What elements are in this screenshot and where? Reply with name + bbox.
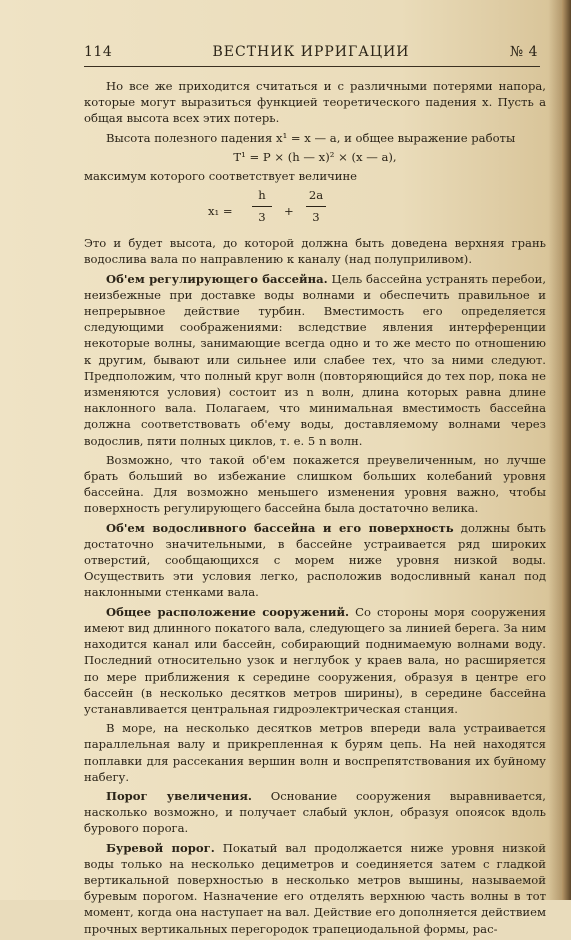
paragraph-storm-threshold [84, 840, 546, 937]
fraction-bar [306, 206, 326, 207]
paragraph-volume-note: Возможно, что такой об'ем покажется преувеличенным, но лучше брать больший во избежание слишком больших колебаний уровня бассейна. Для возможно меньшего изменения уровня важно, чтобы поверхность регулирующего бассейна была достаточно велика. [84, 452, 546, 516]
formula-x1-lhs: x₁ = [208, 204, 233, 219]
text-regulating-basin: Цель бассейна устранять перебои, неизбежные при доставке воды волнами и обеспечить правильное и непрерывное действие турбин. Вместимость его определяется следующими соображениями: вследствие явления интерференции некоторые волны, занимающие всегда одно и то же место по отношению к другим, бывают или сильнее или слабее тех, что за ними следуют. Предположим, что полный круг волн (повторяющийся до тех пор, пока не изменяются условия) состоит из n волн, длина которых равна длине наклонного вала. Полагаем, что минимальная вместимость бассейна должна соответствовать об'ему воды, доставляемому волнами через водослив, пяти полных циклов, т. е. 5 n волн. [84, 271, 547, 448]
paragraph-losses: Но все же приходится считаться и с различными потерями напора, которые могут выразиться функцией теоретического падения x. Пусть a общая высота всех этих потерь. [84, 79, 546, 126]
paragraph-general-layout [84, 604, 546, 717]
paragraph-regulating-basin [84, 271, 546, 449]
paragraph-threshold [84, 788, 546, 837]
fraction-denominator: 3 [312, 210, 320, 225]
heading-regulating-basin: Об'ем регулирующего бассейна. [106, 271, 328, 286]
fraction-h-over-3 [252, 187, 272, 225]
heading-spillway-basin: Об'ем водосливного бассейна и его поверхность [106, 520, 454, 535]
paragraph-maximum: максимум которого соответствует величине [84, 169, 358, 184]
formula-work: T¹ = P × (h — x)² × (x — a), [233, 149, 397, 164]
text-spillway-basin: должны быть достаточно значительными, в бассейне устраивается ряд широких отверстий, сообщающихся с морем ниже уровня низкой воды. Осуществить эти условия легко, расположив водосливный канал под наклонными стенками вала. [84, 520, 546, 600]
article-body [84, 78, 546, 940]
formula-plus: + [284, 204, 294, 219]
issue-number: № 4 [509, 44, 538, 60]
text-threshold: Основание сооружения выравнивается, насколько возможно, и получает слабый уклон, образуя опоясок вдоль бурового порога. [84, 788, 546, 836]
heading-threshold: Порог увеличения. [106, 788, 252, 803]
page-edge-shadow [562, 0, 571, 900]
formula-x1 [84, 187, 546, 233]
paragraph-useful-fall: Высота полезного падения x¹ = x — a, и общее выражение работы [106, 130, 516, 145]
paragraph-floats: В море, на несколько десятков метров впереди вала устраивается параллельная валу и прикрепленная к бурям цепь. На ней находятся поплавки для рассекания вершин волн и воспрепятствования их буйному набегу. [84, 721, 546, 784]
heading-storm-threshold: Буревой порог. [106, 840, 215, 855]
heading-general-layout: Общее расположение сооружений. [106, 604, 350, 619]
paragraph-spillway-basin [84, 520, 546, 601]
journal-title: ВЕСТНИК ИРРИГАЦИИ [212, 44, 410, 60]
page-number: 114 [84, 44, 113, 60]
text-storm-threshold: Покатый вал продолжается ниже уровня низкой воды только на несколько дециметров и соединяется затем с гладкой вертикальной поверхностью в несколько метров вышины, называемой буревым порогом. Назначение его отделять верхнюю часть волны в тот момент, когда она наступает на вал. Действие его дополняется действием прочных вертикальных перегородок трапециодальной формы, рас- [84, 840, 547, 936]
fraction-2a-over-3 [306, 187, 326, 225]
paragraph-height: Это и будет высота, до которой должна быть доведена верхняя грань водослива вала по направлению к каналу (над полуприливом). [84, 236, 546, 267]
fraction-bar [252, 206, 272, 207]
fraction-numerator: 2a [308, 188, 324, 203]
fraction-numerator: h [258, 188, 266, 203]
page-header [84, 44, 538, 62]
header-rule [84, 66, 540, 67]
fraction-denominator: 3 [258, 210, 266, 225]
text-general-layout: Со стороны моря сооружения имеют вид длинного покатого вала, следующего за линией берега. За ним находится канал или бассейн, собирающий поднимаемую волнами воду. Последний относительно узок и неглубок у краев вала, но расширяется по мере приближения к середине сооружения, образуя в центре его бассейн (в несколько десятков метров ширины), в середине бассейна устанавливается центральная гидроэлектрическая станция. [84, 604, 546, 716]
